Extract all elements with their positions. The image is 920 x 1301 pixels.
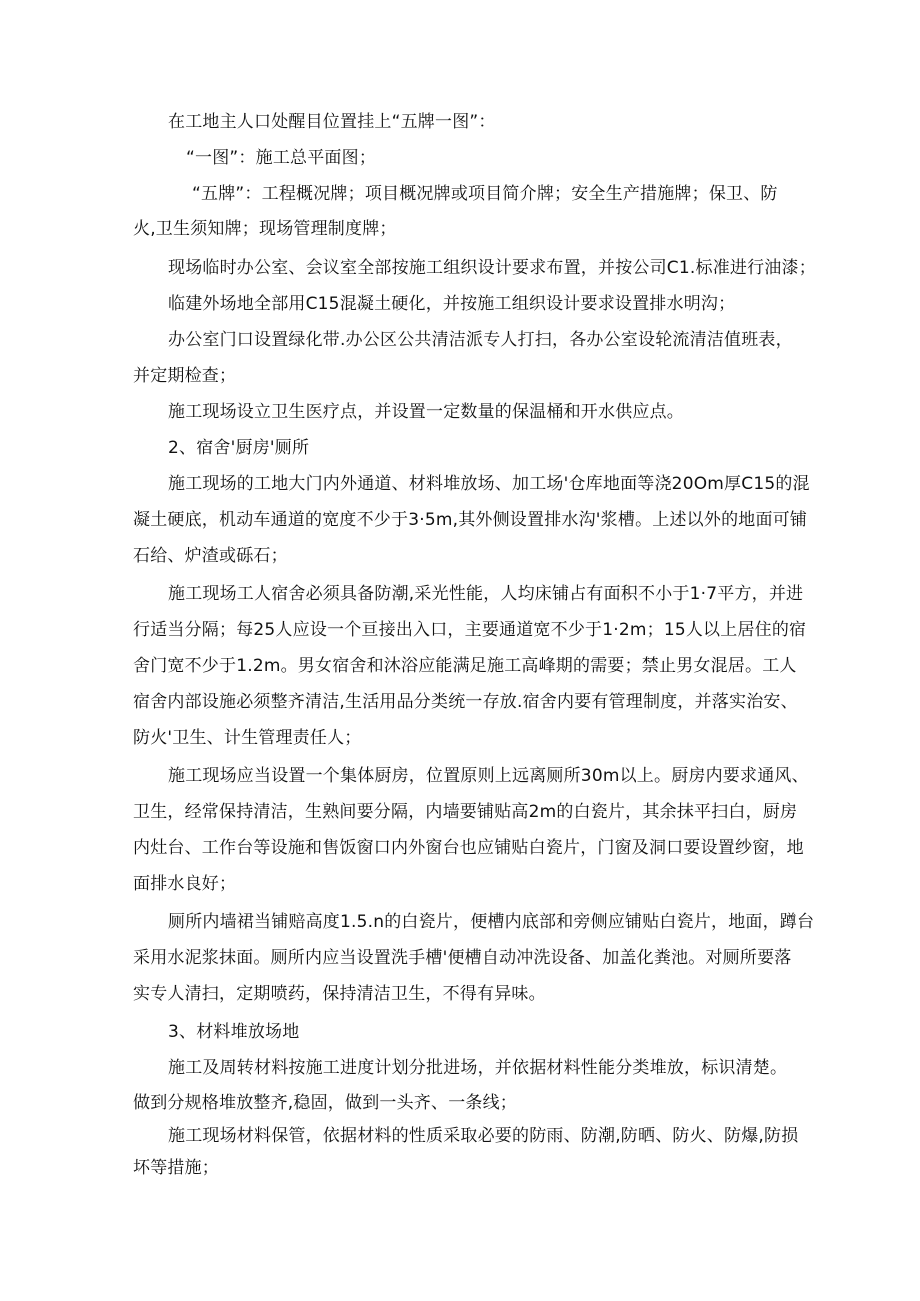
- text-line: 卫生，经常保持清洁，生熟间要分隔，内墙要铺贴高2m的白瓷片，其余抹平扫白，厨房: [133, 802, 798, 822]
- text-line: 宿舍内部设施必须整齐清洁,生活用品分类统一存放.宿舍内要有管理制度，并落实治安、: [133, 692, 798, 712]
- text-line: 施工现场材料保管，依据材料的性质采取必要的防雨、防潮,防晒、防火、防爆,防损: [168, 1126, 799, 1146]
- text-line: 坏等措施；: [133, 1158, 219, 1178]
- text-line: “一图”：施工总平面图；: [186, 148, 377, 168]
- text-line: 厕所内墙裙当铺赔高度1.5.n的白瓷片，便槽内底部和旁侧应铺贴白瓷片，地面，蹲台: [168, 912, 815, 932]
- text-line: 石给、炉渣或砾石；: [133, 546, 288, 566]
- text-line: 现场临时办公室、会议室全部按施工组织设计要求布置，并按公司C1.标准进行油漆；: [168, 258, 816, 278]
- text-line: 凝土硬底，机动车通道的宽度不少于3·5m,其外侧设置排水沟'浆槽。上述以外的地面可铺: [133, 510, 808, 530]
- text-line: 施工现场设立卫生医疗点，并设置一定数量的保温桶和开水供应点。: [168, 402, 684, 422]
- text-line: 临建外场地全部用C15混凝土硬化，并按施工组织设计要求设置排水明沟；: [168, 294, 736, 314]
- text-line: 舍门宽不少于1.2m。男女宿舍和沐浴应能满足施工高峰期的需要；禁止男女混居。工人: [133, 656, 797, 676]
- text-line: 并定期检查；: [133, 366, 237, 386]
- text-line: “五牌”：工程概况牌；项目概况牌或项目简介牌；安全生产措施牌；保卫、防: [192, 184, 778, 204]
- text-line: 施工及周转材料按施工进度计划分批进场，并依据材料性能分类堆放，标识清楚。: [168, 1058, 788, 1078]
- text-line: 施工现场的工地大门内外通道、材料堆放场、加工场'仓库地面等浇20Om厚C15的混: [168, 474, 810, 494]
- text-line: 防火'卫生、计生管理责任人；: [133, 728, 362, 748]
- text-line: 火,卫生须知牌；现场管理制度牌；: [133, 219, 397, 239]
- text-line: 行适当分隔；每25人应设一个亘接出入口，主要通道宽不少于1·2m；15人以上居住的宿: [133, 620, 807, 640]
- text-line: 面排水良好；: [133, 874, 237, 894]
- text-line: 施工现场工人宿舍必须具备防潮,采光性能，人均床铺占有面积不小于1·7平方，并进: [168, 584, 804, 604]
- section-heading: 2、宿舍'厨房'厕所: [168, 438, 310, 458]
- text-line: 采用水泥浆抹面。厕所内应当设置洗手槽'便槽自动冲洗设备、加盖化粪池。对厕所要落: [133, 948, 792, 968]
- text-line: 做到分规格堆放整齐,稳固，做到一头齐、一条线；: [133, 1093, 518, 1113]
- section-heading: 3、材料堆放场地: [168, 1022, 300, 1042]
- text-line: 内灶台、工作台等设施和售饭窗口内外窗台也应铺贴白瓷片，门窗及洞口要设置纱窗，地: [133, 838, 804, 858]
- text-line: 在工地主人口处醒目位置挂上“五牌一图”：: [168, 112, 496, 132]
- text-line: 施工现场应当设置一个集体厨房，位置原则上远离厕所30m以上。厨房内要求通风、: [168, 766, 809, 786]
- text-line: 实专人清扫，定期喷药，保持清洁卫生，不得有异味。: [133, 984, 546, 1004]
- text-line: 办公室门口设置绿化带.办公区公共清洁派专人打扫，各办公室设轮流清洁值班表，: [168, 330, 793, 350]
